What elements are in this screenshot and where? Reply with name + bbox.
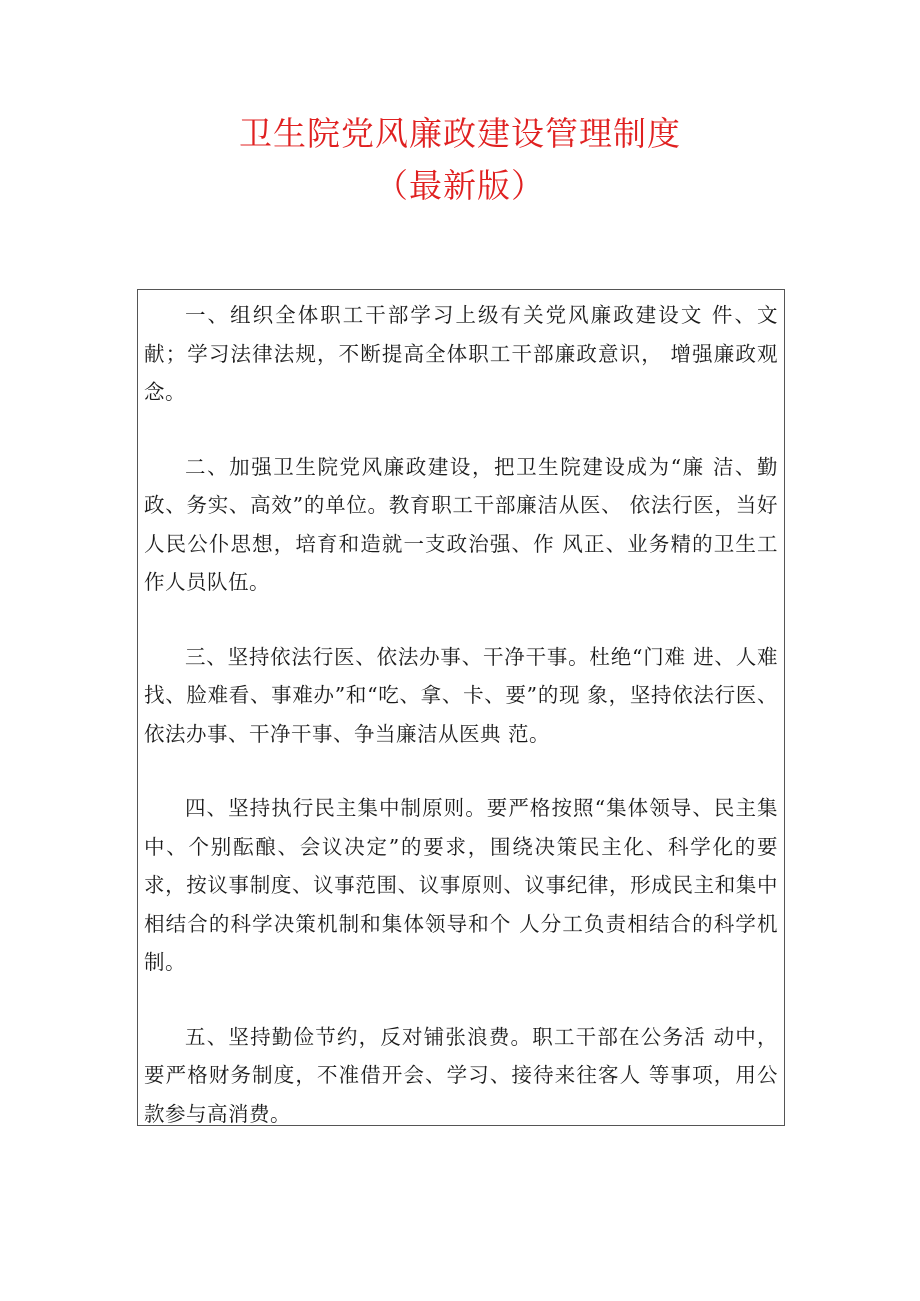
document-header <box>0 108 920 212</box>
document-subtitle: （最新版） <box>375 166 545 205</box>
document-title: 卫生院党风廉政建设管理制度 <box>239 114 681 153</box>
regulation-paragraph-2: 二、加强卫生院党风廉政建设，把卫生院建设成为“廉 洁、勤政、务实、高效”的单位。教育职工干部廉洁从医、 依法行医，当好人民公仆思想，培育和造就一支政治强、作 风正、业务精的卫生工作人员队伍。 <box>144 454 778 594</box>
regulation-paragraph-4: 四、坚持执行民主集中制原则。要严格按照“集体领导、民主集中、个别酝酿、会议决定”的要求，围绕决策民主化、科学化的要求，按议事制度、议事范围、议事原则、议事纪律，形成民主和集中相结合的科学决策机制和集体领导和个 人分工负责相结合的科学机制。 <box>144 796 778 974</box>
regulation-paragraph-1: 一、组织全体职工干部学习上级有关党风廉政建设文 件、文献；学习法律法规，不断提高全体职工干部廉政意识， 增强廉政观念。 <box>144 303 778 404</box>
regulation-content-box <box>137 289 785 1126</box>
regulation-paragraph-3: 三、坚持依法行医、依法办事、干净干事。杜绝“门难 进、人难找、脸难看、事难办”和“吃、拿、卡、要”的现 象，坚持依法行医、依法办事、干净干事、争当廉洁从医典 范。 <box>144 644 778 746</box>
regulation-paragraph-5: 五、坚持勤俭节约，反对铺张浪费。职工干部在公务活 动中，要严格财务制度，不准借开会、学习、接待来往客人 等事项，用公款参与高消费。 <box>144 1024 778 1126</box>
